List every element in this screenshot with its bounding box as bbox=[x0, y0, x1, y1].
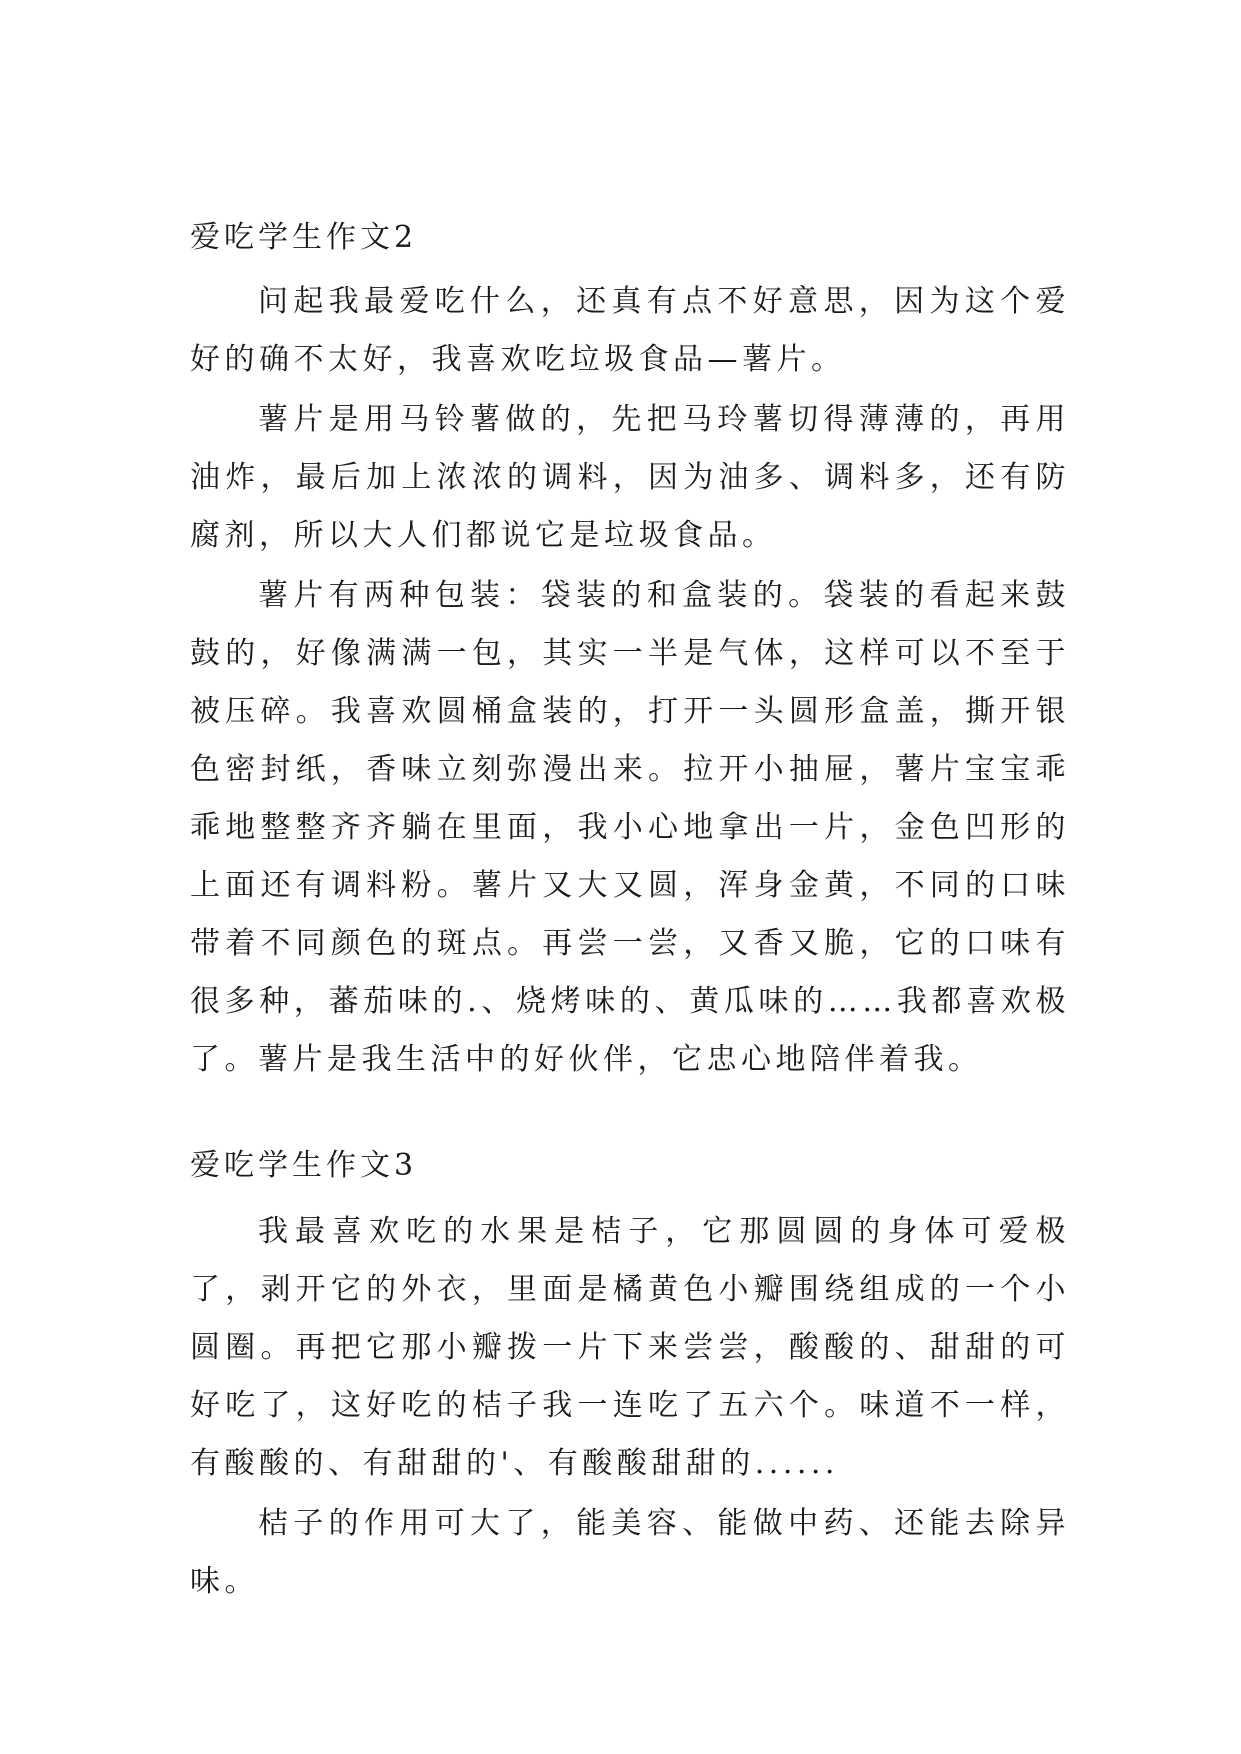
essay-paragraph: 薯片有两种包装：袋装的和盒装的。袋装的看起来鼓鼓的，好像满满一包，其实一半是气体，这样可以不至于被压碎。我喜欢圆桶盒装的，打开一头圆形盒盖，撕开银色密封纸，香味立刻弥漫出来。拉开小抽屉，薯片宝宝乖乖地整整齐齐躺在里面，我小心地拿出一片，金色凹形的上面还有调料粉。薯片又大又圆，浑身金黄，不同的口味带着不同颜色的斑点。再尝一尝，又香又脆，它的口味有很多种，蕃茄味的.、烧烤味的、黄瓜味的……我都喜欢极了。 bbox=[190, 578, 1070, 1077]
essay-paragraph: 薯片是用马铃薯做的，先把马玲薯切得薄薄的，再用油炸，最后加上浓浓的调料，因为油多、调料多，还有防腐剂，所以大人们都说它是垃圾食品。 bbox=[190, 402, 1070, 553]
essay-paragraph: 薯片是我生活中的好伙伴，它忠心地陪伴着我。 bbox=[258, 1042, 983, 1077]
essay-heading: 爱吃学生作文3 bbox=[190, 1148, 418, 1183]
essay-paragraph: 我最喜欢吃的水果是桔子，它那圆圆的身体可爱极了，剥开它的外衣，里面是橘黄色小瓣围绕组成的一个小圆圈。再把它那小瓣拨一片下来尝尝，酸酸的、甜甜的可好吃了，这好吃的桔子我一连吃了五六个。味道不一样，有酸酸的、有甜甜的'、有酸酸甜甜的...... bbox=[190, 1214, 1070, 1481]
essay-paragraph: 问起我最爱吃什么，还真有点不好意思，因为这个爱好的确不太好，我喜欢吃垃圾食品—薯片。 bbox=[190, 284, 1070, 377]
essay-paragraph: 桔子的作用可大了，能美容、能做中药、还能去除异味。 bbox=[190, 1506, 1070, 1599]
essay-heading: 爱吃学生作文2 bbox=[190, 220, 418, 255]
